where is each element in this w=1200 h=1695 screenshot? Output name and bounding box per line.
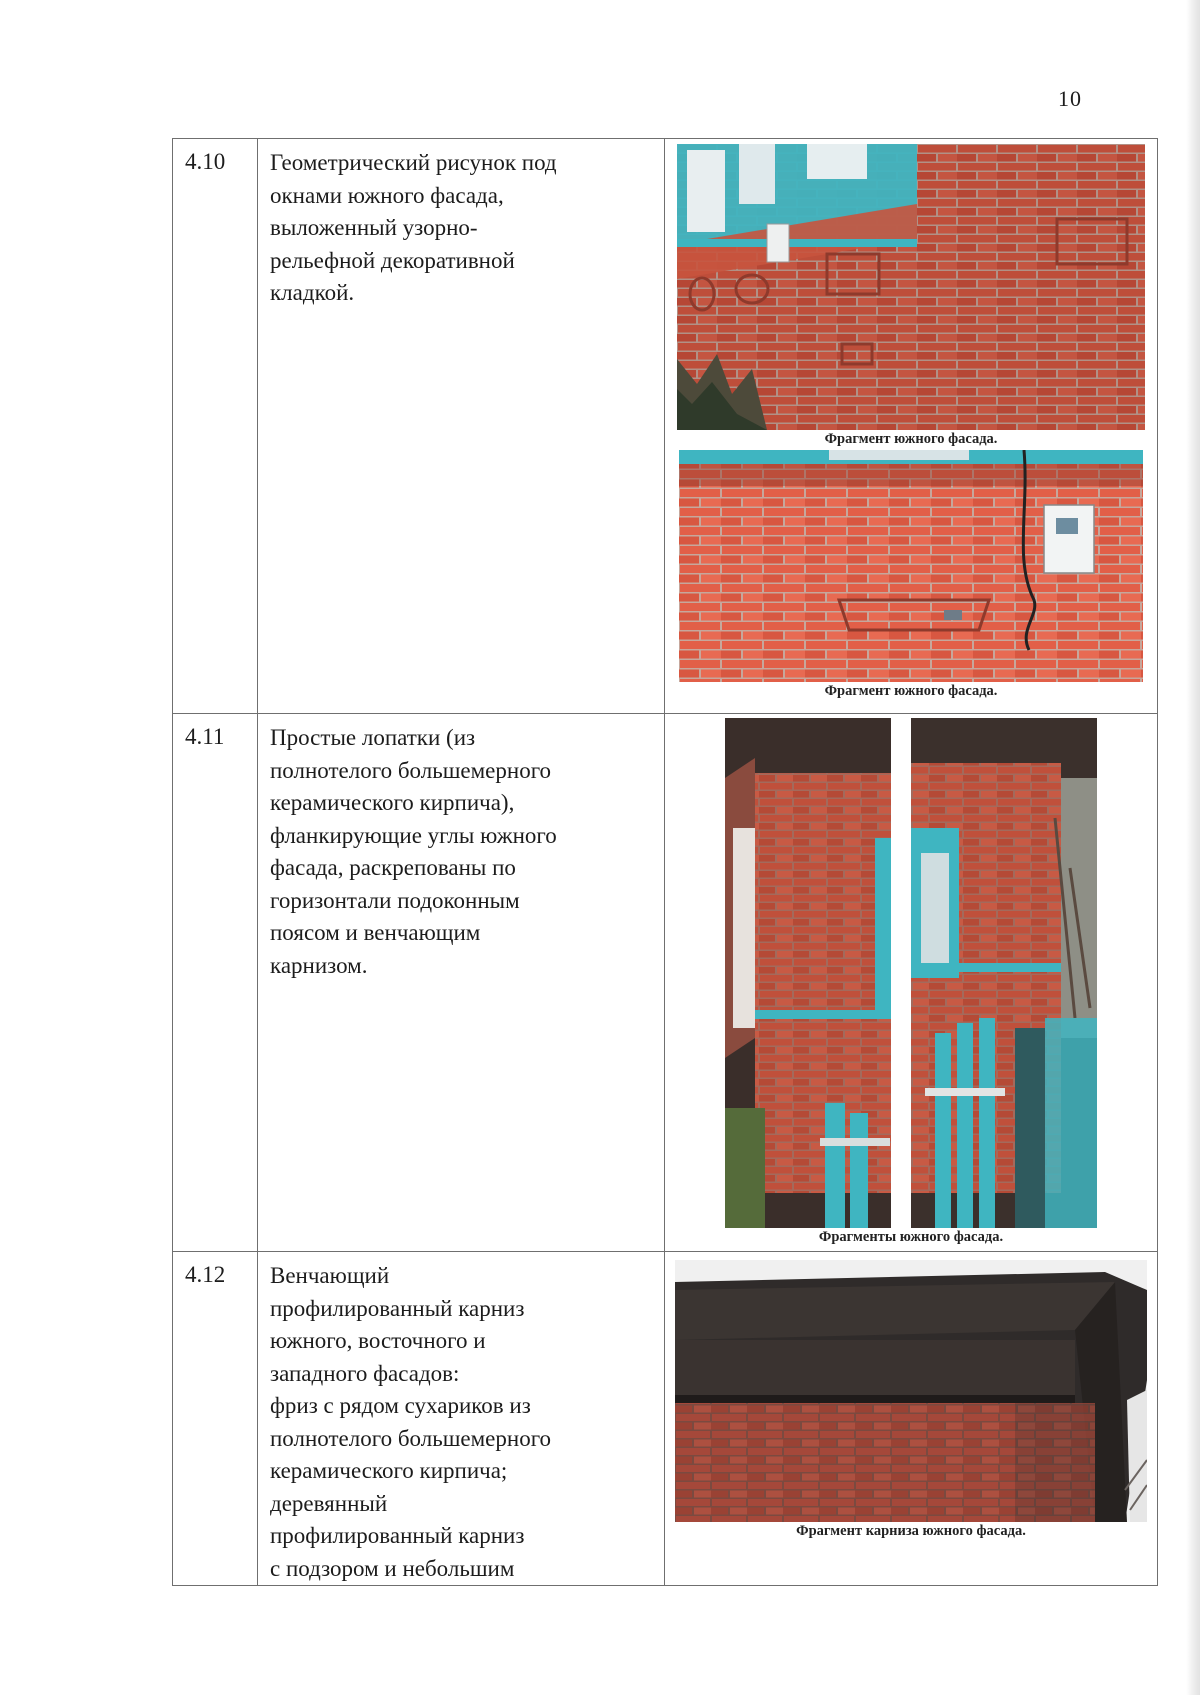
table-row <box>173 714 1158 1252</box>
page-edge-shadow <box>1186 0 1200 1695</box>
row-photos <box>665 139 1158 714</box>
row-description <box>258 714 665 1252</box>
description-line: Геометрический рисунок под <box>270 150 557 175</box>
row-description <box>258 1252 665 1586</box>
brick-wall-photo <box>679 450 1143 682</box>
description-line: керамического кирпича; <box>270 1458 508 1483</box>
photo-caption: Фрагменты южного фасада. <box>818 1229 1004 1245</box>
description-line: профилированный карниз <box>270 1295 525 1321</box>
description-line: Венчающий <box>270 1263 390 1288</box>
row-description <box>258 139 665 714</box>
description-line: с подзором и небольшим <box>270 1555 515 1581</box>
features-table <box>172 138 1158 1586</box>
description-line: западного фасадов: <box>270 1360 460 1386</box>
page-number: 10 <box>1058 86 1082 111</box>
photo-south-facade-2 <box>665 450 1157 700</box>
corner-pilasters-photo <box>725 718 1097 1228</box>
description-line: керамического кирпича), <box>270 790 515 815</box>
photo-caption: Фрагмент карниза южного фасада. <box>796 1523 1026 1539</box>
cornice-photo <box>675 1260 1147 1522</box>
description-line: полнотелого большемерного <box>270 1425 552 1451</box>
row-number: 4.12 <box>173 1252 258 1586</box>
table-row <box>173 1252 1158 1586</box>
row-number: 4.10 <box>173 139 258 714</box>
description-line: рельефной декоративной <box>270 247 515 273</box>
description-line: кладкой. <box>270 280 355 305</box>
photo-caption: Фрагмент южного фасада. <box>824 431 998 447</box>
photo-caption: Фрагмент южного фасада. <box>824 683 998 699</box>
description-line: поясом и венчающим <box>270 920 481 945</box>
description-line: горизонтали подоконным <box>270 887 520 913</box>
description-line: выложенный узорно- <box>270 215 478 240</box>
description-line: окнами южного фасада, <box>270 182 504 208</box>
description-line: южного, восточного и <box>270 1328 486 1353</box>
row-photos <box>665 714 1158 1252</box>
description-line: карнизом. <box>270 952 368 978</box>
row-photos <box>665 1252 1158 1586</box>
description-line: фланкирующие углы южного <box>270 822 557 848</box>
brick-wall-photo <box>677 144 1145 430</box>
description-line: полнотелого большемерного <box>270 757 552 783</box>
photo-south-facade-1 <box>665 144 1157 448</box>
description-line: профилированный карниз <box>270 1523 525 1548</box>
row-number: 4.11 <box>173 714 258 1252</box>
description-line: фасада, раскрепованы по <box>270 855 516 880</box>
description-line: фриз с рядом сухариков из <box>270 1393 531 1418</box>
table-row <box>173 139 1158 714</box>
photo-cornice <box>665 1260 1157 1540</box>
description-line: деревянный <box>270 1490 388 1516</box>
description-line: Простые лопатки (из <box>270 725 476 750</box>
photo-south-facade-corners <box>665 718 1157 1246</box>
